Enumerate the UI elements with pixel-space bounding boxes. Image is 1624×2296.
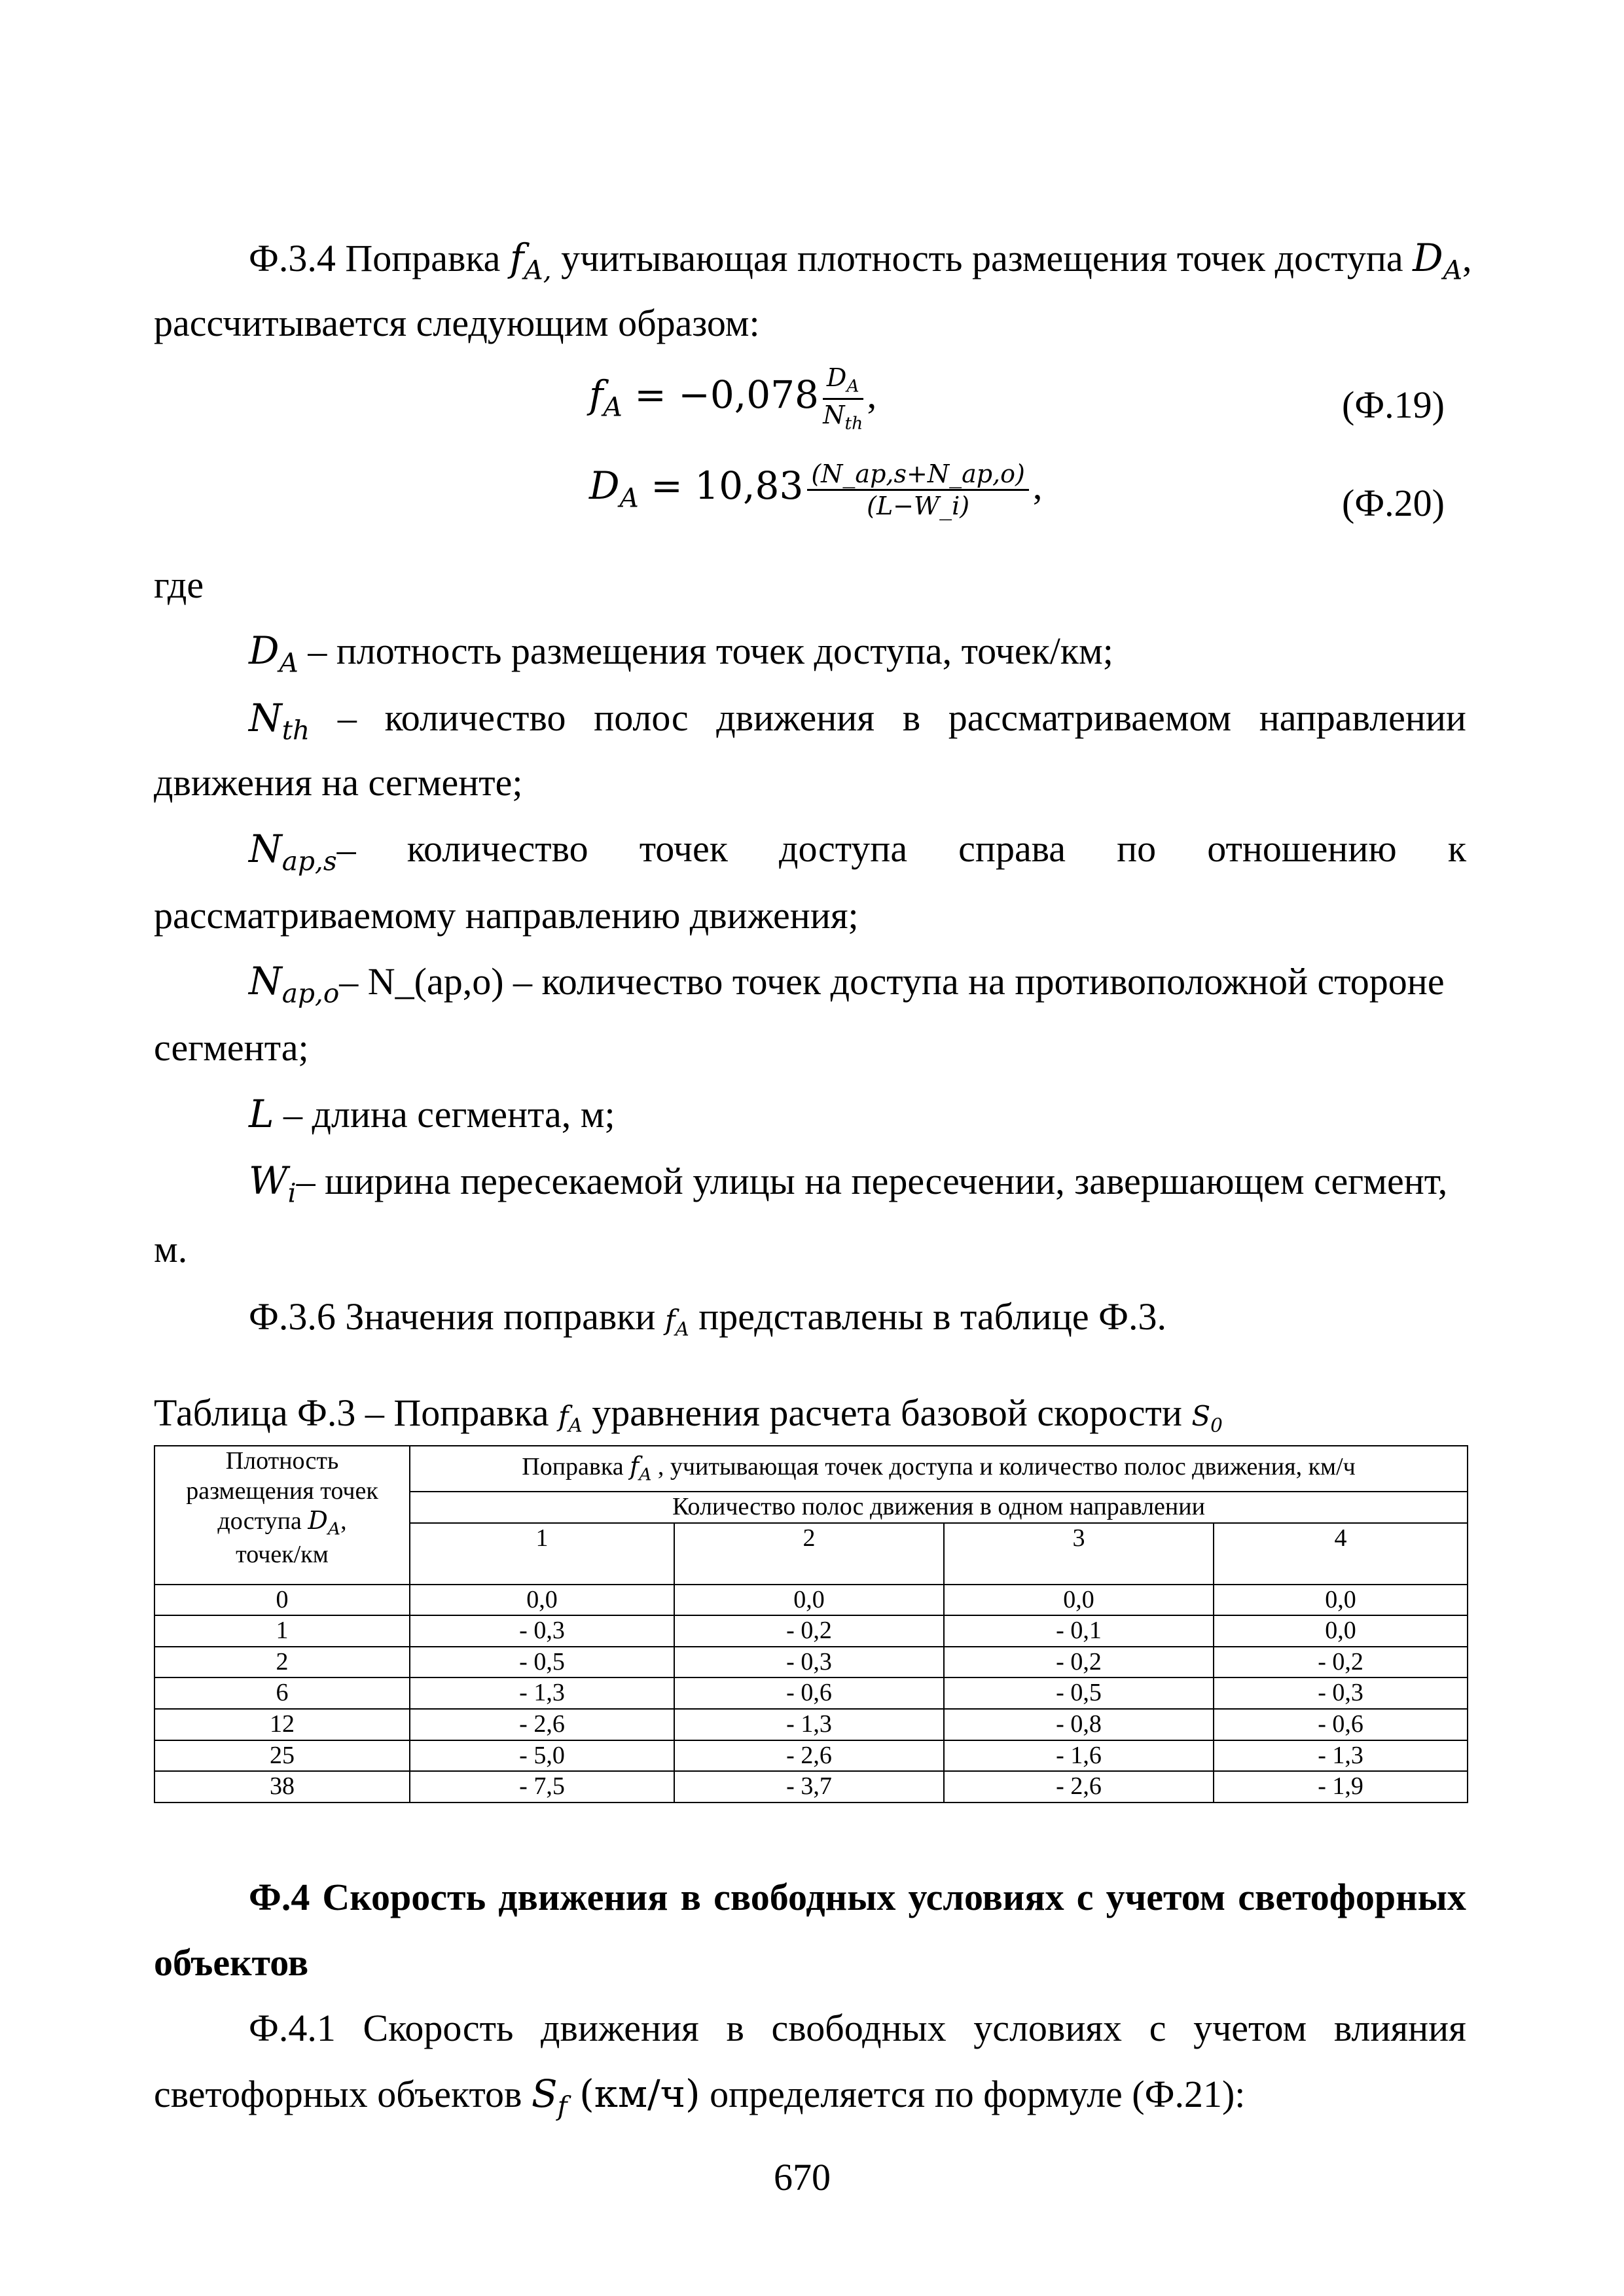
lanes-header: Количество полос движения в одном направлении — [410, 1492, 1468, 1523]
table-row: 0 0,0 0,0 0,0 0,0 — [154, 1585, 1468, 1616]
def-l: L – длина сегмента, м; — [249, 1092, 615, 1136]
section-heading-line1: Ф.4 Скорость движения в свободных условиях с учетом светофорных — [249, 1876, 1466, 1918]
formula-f20: $D_A = 10,83$ $\frac{(N\_ap,s+N\_ap,o)}{(L-W\_i)}$ , — [589, 459, 1043, 520]
def-naps-line2: рассматриваемому направлению движения; — [154, 894, 859, 937]
table-row: 6 - 1,3 - 0,6 - 0,5 - 0,3 — [154, 1677, 1468, 1709]
paragraph-f41-line1: Ф.4.1 Скорость движения в свободных условиях с учетом влияния — [249, 2007, 1466, 2049]
def-w-line2: м. — [154, 1228, 188, 1270]
table-caption: Таблица Ф.3 – Поправка $f_A$ уравнения расчета базовой скорости $S_0$ — [154, 1391, 1223, 1437]
def-nth-line2: движения на сегменте; — [154, 761, 523, 804]
table-row: 12 - 2,6 - 1,3 - 0,8 - 0,6 — [154, 1709, 1468, 1740]
da-symbol: $D_A$ — [1413, 236, 1462, 286]
lane-header: 1 — [410, 1523, 674, 1585]
fraction-nap-lw: $\frac{(N\_ap,s+N\_ap,o)}{(L-W\_i)}$ — [807, 461, 1029, 518]
section-heading-line2: объектов — [154, 1941, 309, 1984]
formula-number-f20: (Ф.20) — [1342, 482, 1445, 524]
table-row: 25 - 5,0 - 2,6 - 1,6 - 1,3 — [154, 1740, 1468, 1772]
fa-symbol: $f_{A,}$ — [509, 236, 552, 286]
formula-number-f19: (Ф.19) — [1342, 384, 1445, 426]
correction-table — [154, 1445, 1468, 1803]
table-row: 38 - 7,5 - 3,7 - 2,6 - 1,9 — [154, 1771, 1468, 1803]
def-w-line1: $W_i-$ ширина пересекаемой улицы на пересечении, завершающем сегмент, — [249, 1158, 1448, 1209]
def-naps-line1: $N_{ap,s}-$ количество точек доступа справа по отношению к — [249, 827, 1466, 877]
def-nth-line1: $N_{th}$ – количество полос движения в рассматриваемом направлении — [249, 696, 1466, 746]
density-header: Плотность размещения точек доступа $D_A$, точек/км — [154, 1446, 410, 1585]
def-napo-line1: $N_{ap,o}-$ N_(ap,o) – количество точек доступа на противоположной стороне — [249, 959, 1445, 1009]
paragraph-f34-line2: рассчитывается следующим образом: — [154, 302, 760, 344]
formula-f19: $f_A = -0,078$ $\frac{D_A}{N_{th}}$ , — [589, 363, 877, 434]
table-row: 1 - 0,3 - 0,2 - 0,1 0,0 — [154, 1615, 1468, 1647]
lane-header: 3 — [944, 1523, 1214, 1585]
where-label: где — [154, 564, 204, 606]
lane-header: 4 — [1214, 1523, 1468, 1585]
page-number: 670 — [774, 2156, 831, 2198]
def-da: $D_A$ – плотность размещения точек доступа, точек/км; — [249, 628, 1113, 679]
fraction-da-nth: $\frac{D_A}{N_{th}}$ — [823, 363, 863, 434]
def-napo-line2: сегмента; — [154, 1026, 309, 1069]
correction-header: Поправка $f_A$ , учитывающая точек доступа и количество полос движения, км/ч — [410, 1446, 1468, 1492]
paragraph-f34-line1: Ф.3.4 Поправка $f_{A,}$ учитывающая плотность размещения точек доступа $D_A$, — [249, 236, 1472, 286]
lane-header: 2 — [674, 1523, 944, 1585]
table-row: 2 - 0,5 - 0,3 - 0,2 - 0,2 — [154, 1647, 1468, 1678]
paragraph-f41-line2: светофорных объектов $S_f$ (км/ч) определяется по формуле (Ф.21): — [154, 2072, 1246, 2122]
paragraph-f36: Ф.3.6 Значения поправки $f_A$ представлены в таблице Ф.3. — [249, 1295, 1166, 1340]
